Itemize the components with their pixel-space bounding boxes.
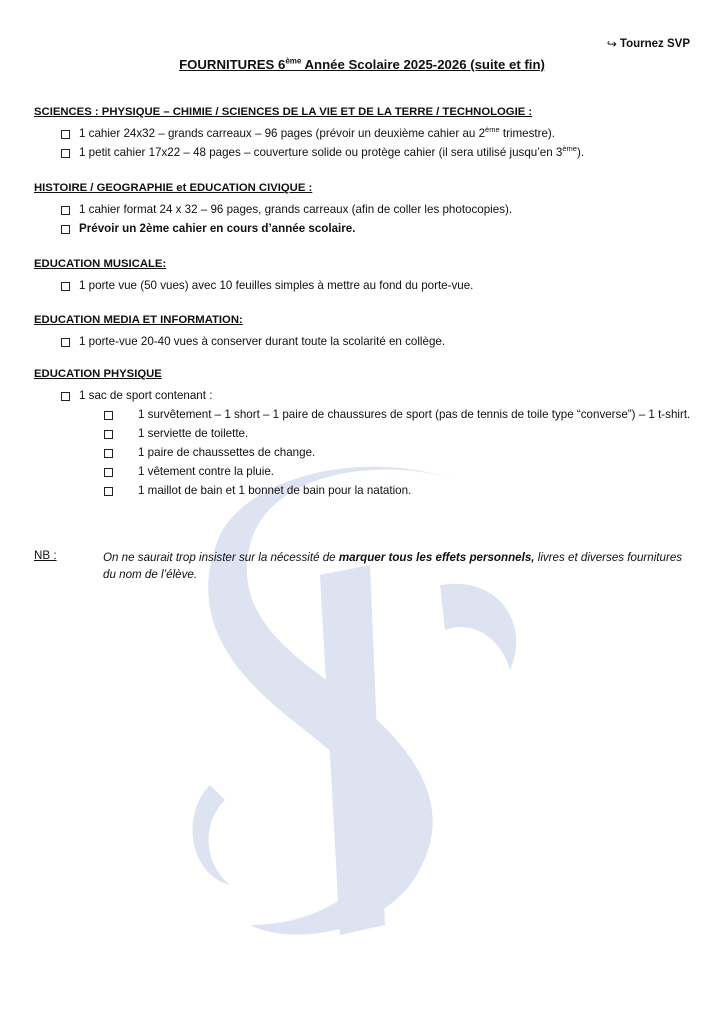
sub-list-item: 1 survêtement – 1 short – 1 paire de chaussures de sport (pas de tennis de toile type “converse”) – 1 t-shirt. — [34, 405, 694, 424]
checkbox-icon — [104, 468, 113, 477]
sub-list-item: 1 paire de chaussettes de change. — [34, 443, 694, 462]
checkbox-icon — [104, 411, 113, 420]
section-heading: HISTOIRE / GEOGRAPHIE et EDUCATION CIVIQUE : — [34, 182, 313, 194]
checkbox-icon — [104, 487, 113, 496]
turn-over-label: Tournez SVP — [619, 38, 690, 50]
nb-label: NB : — [34, 549, 57, 562]
section-physique — [34, 368, 694, 500]
section-heading: EDUCATION MEDIA ET INFORMATION: — [34, 314, 243, 326]
turn-arrow-icon: ↪ — [606, 37, 617, 51]
section-sciences — [34, 106, 694, 162]
list-item: 1 cahier 24x32 – grands carreaux – 96 pages (prévoir un deuxième cahier au 2ème trimestre). — [34, 124, 694, 143]
section-musique — [34, 258, 694, 295]
list-item: 1 porte vue (50 vues) avec 10 feuilles simples à mettre au fond du porte-vue. — [34, 276, 694, 295]
checkbox-icon — [104, 449, 113, 458]
list-item: Prévoir un 2ème cahier en cours d’année scolaire. — [34, 219, 694, 238]
checkbox-icon — [61, 392, 70, 401]
section-heading: EDUCATION MUSICALE: — [34, 258, 167, 270]
checkbox-icon — [61, 225, 70, 234]
checkbox-icon — [61, 282, 70, 291]
page-title: FOURNITURES 6ème Année Scolaire 2025-2026 (suite et fin) — [179, 56, 545, 72]
list-item: 1 porte-vue 20-40 vues à conserver durant toute la scolarité en collège. — [34, 332, 694, 351]
nb-text: On ne saurait trop insister sur la nécessité de marquer tous les effets personnels, livres et diverses fournitures du nom de l’élève. — [103, 551, 683, 581]
sub-list-item: 1 vêtement contre la pluie. — [34, 462, 694, 481]
checkbox-icon — [104, 430, 113, 439]
nb-note — [34, 549, 694, 583]
checkbox-icon — [61, 130, 70, 139]
list-item: 1 cahier format 24 x 32 – 96 pages, grands carreaux (afin de coller les photocopies). — [34, 200, 694, 219]
checkbox-icon — [61, 338, 70, 347]
section-histoire — [34, 182, 694, 238]
section-heading: SCIENCES : PHYSIQUE – CHIMIE / SCIENCES DE LA VIE ET DE LA TERRE / TECHNOLOGIE : — [34, 106, 533, 118]
sub-list-item: 1 maillot de bain et 1 bonnet de bain pour la natation. — [34, 481, 694, 500]
sub-list-item: 1 serviette de toilette. — [34, 424, 694, 443]
checkbox-icon — [61, 149, 70, 158]
list-item: 1 petit cahier 17x22 – 48 pages – couverture solide ou protège cahier (il sera utilisé jusqu’en 3ème). — [34, 143, 694, 162]
section-heading: EDUCATION PHYSIQUE — [34, 368, 162, 380]
list-item: 1 sac de sport contenant : — [34, 386, 694, 405]
section-media — [34, 314, 694, 351]
turn-over-note — [607, 37, 690, 51]
checkbox-icon — [61, 206, 70, 215]
